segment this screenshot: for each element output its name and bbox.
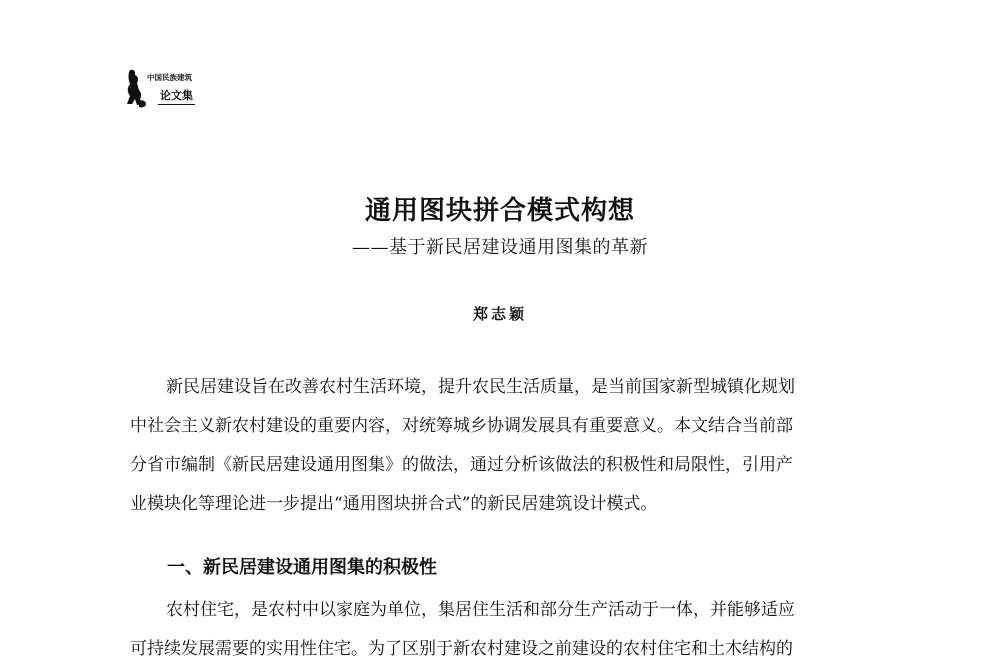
abstract-line: 新民居建设旨在改善农村生活环境，提升农民生活质量，是当前国家新型城镇化规划: [166, 377, 795, 397]
body-line: 农村住宅，是农村中以家庭为单位，集居住生活和部分生产活动于一体，并能够适应: [166, 600, 795, 620]
abstract-line: 分省市编制《新民居建设通用图集》的做法，通过分析该做法的积极性和局限性，引用产: [130, 455, 793, 475]
body-paragraph: [130, 591, 896, 669]
section-heading: 一、新民居建设通用图集的积极性: [167, 557, 437, 578]
series-logo: [124, 68, 234, 110]
paper-subtitle: ——基于新民居建设通用图集的革新: [352, 237, 648, 258]
paper-title: 通用图块拼合模式构想: [364, 196, 635, 226]
body-line: 可持续发展需要的实用性住宅。为了区别于新农村建设之前建设的农村住宅和土木结构的: [130, 639, 793, 659]
abstract-line: 中社会主义新农村建设的重要内容，对统筹城乡协调发展具有重要意义。本文结合当前部: [130, 416, 793, 436]
abstract-paragraph: [130, 368, 896, 524]
collection-label: 论文集: [158, 87, 195, 105]
author-name: 郑志颖: [472, 305, 527, 323]
figure-logo-icon: [124, 68, 148, 110]
abstract-line: 业模块化等理论进一步提出“通用图块拼合式”的新民居建筑设计模式。: [130, 494, 658, 514]
series-name: 中国民族建筑: [147, 73, 192, 82]
